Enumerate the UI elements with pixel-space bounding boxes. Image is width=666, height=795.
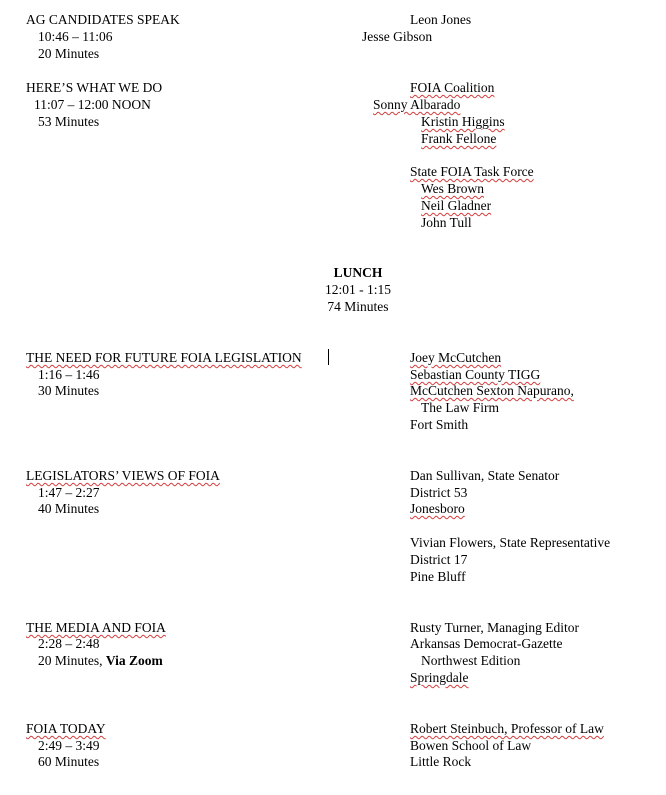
speaker-name: John Tull [421, 215, 472, 230]
speaker-line: District 17 [410, 552, 468, 567]
lunch-title: LUNCH [333, 265, 383, 280]
duration-text: 20 Minutes, [38, 653, 103, 668]
session-duration [38, 652, 163, 669]
speaker-name: Wes Brown [421, 181, 485, 196]
session-time: 2:28 – 2:48 [38, 636, 100, 651]
speaker-line: Bowen School of Law [410, 738, 532, 753]
speaker-name: Frank Fellone [421, 131, 497, 146]
speaker-line: Dan Sullivan, State Senator [410, 468, 560, 483]
speaker-line: Vivian Flowers, State Representative [410, 535, 611, 550]
speaker-line: Joey McCutchen [410, 350, 502, 365]
speaker-line: Little Rock [410, 754, 472, 769]
lunch-time: 12:01 - 1:15 [325, 282, 391, 297]
session-title: THE MEDIA AND FOIA [26, 620, 166, 635]
speaker-name: Neil Gladner [421, 198, 492, 213]
speaker-name: Sonny Albarado [373, 97, 461, 112]
text-cursor [328, 349, 329, 365]
session-title: LEGISLATORS’ VIEWS OF FOIA [26, 468, 220, 483]
session-time: 1:47 – 2:27 [38, 485, 100, 500]
speaker-line: Rusty Turner, Managing Editor [410, 620, 579, 635]
speaker-line: Northwest Edition [421, 653, 521, 668]
session-duration: 60 Minutes [38, 754, 100, 769]
speaker-name: Jesse Gibson [362, 29, 433, 44]
session-title: AG CANDIDATES SPEAK [26, 12, 180, 27]
speaker-line: Sebastian County TIGG [410, 367, 541, 382]
speaker-line: Fort Smith [410, 417, 469, 432]
speaker-line: Springdale [410, 670, 469, 685]
lunch-duration: 74 Minutes [327, 299, 389, 314]
session-title: THE NEED FOR FUTURE FOIA LEGISLATION [26, 350, 302, 365]
via-zoom-note: Via Zoom [105, 653, 163, 668]
speaker-line: Jonesboro [410, 501, 465, 516]
speaker-line: The Law Firm [421, 400, 499, 415]
speaker-line: McCutchen Sexton Napurano, [410, 383, 574, 398]
group-name: State FOIA Task Force [410, 164, 534, 179]
session-duration: 20 Minutes [38, 46, 100, 61]
group-name: FOIA Coalition [410, 80, 495, 95]
speaker-name: Leon Jones [410, 12, 472, 27]
session-time: 1:16 – 1:46 [38, 367, 100, 382]
speaker-line: Arkansas Democrat-Gazette [410, 636, 563, 651]
session-duration: 30 Minutes [38, 383, 100, 398]
speaker-line: Pine Bluff [410, 569, 466, 584]
speaker-name: Kristin Higgins [421, 114, 505, 129]
session-title: FOIA TODAY [26, 721, 106, 736]
session-time: 2:49 – 3:49 [38, 738, 100, 753]
session-title: HERE’S WHAT WE DO [26, 80, 163, 95]
session-time: 11:07 – 12:00 NOON [34, 97, 151, 112]
speaker-line: District 53 [410, 485, 468, 500]
session-duration: 53 Minutes [38, 114, 100, 129]
speaker-line: Robert Steinbuch, Professor of Law [410, 721, 604, 736]
session-duration: 40 Minutes [38, 501, 100, 516]
session-time: 10:46 – 11:06 [38, 29, 113, 44]
